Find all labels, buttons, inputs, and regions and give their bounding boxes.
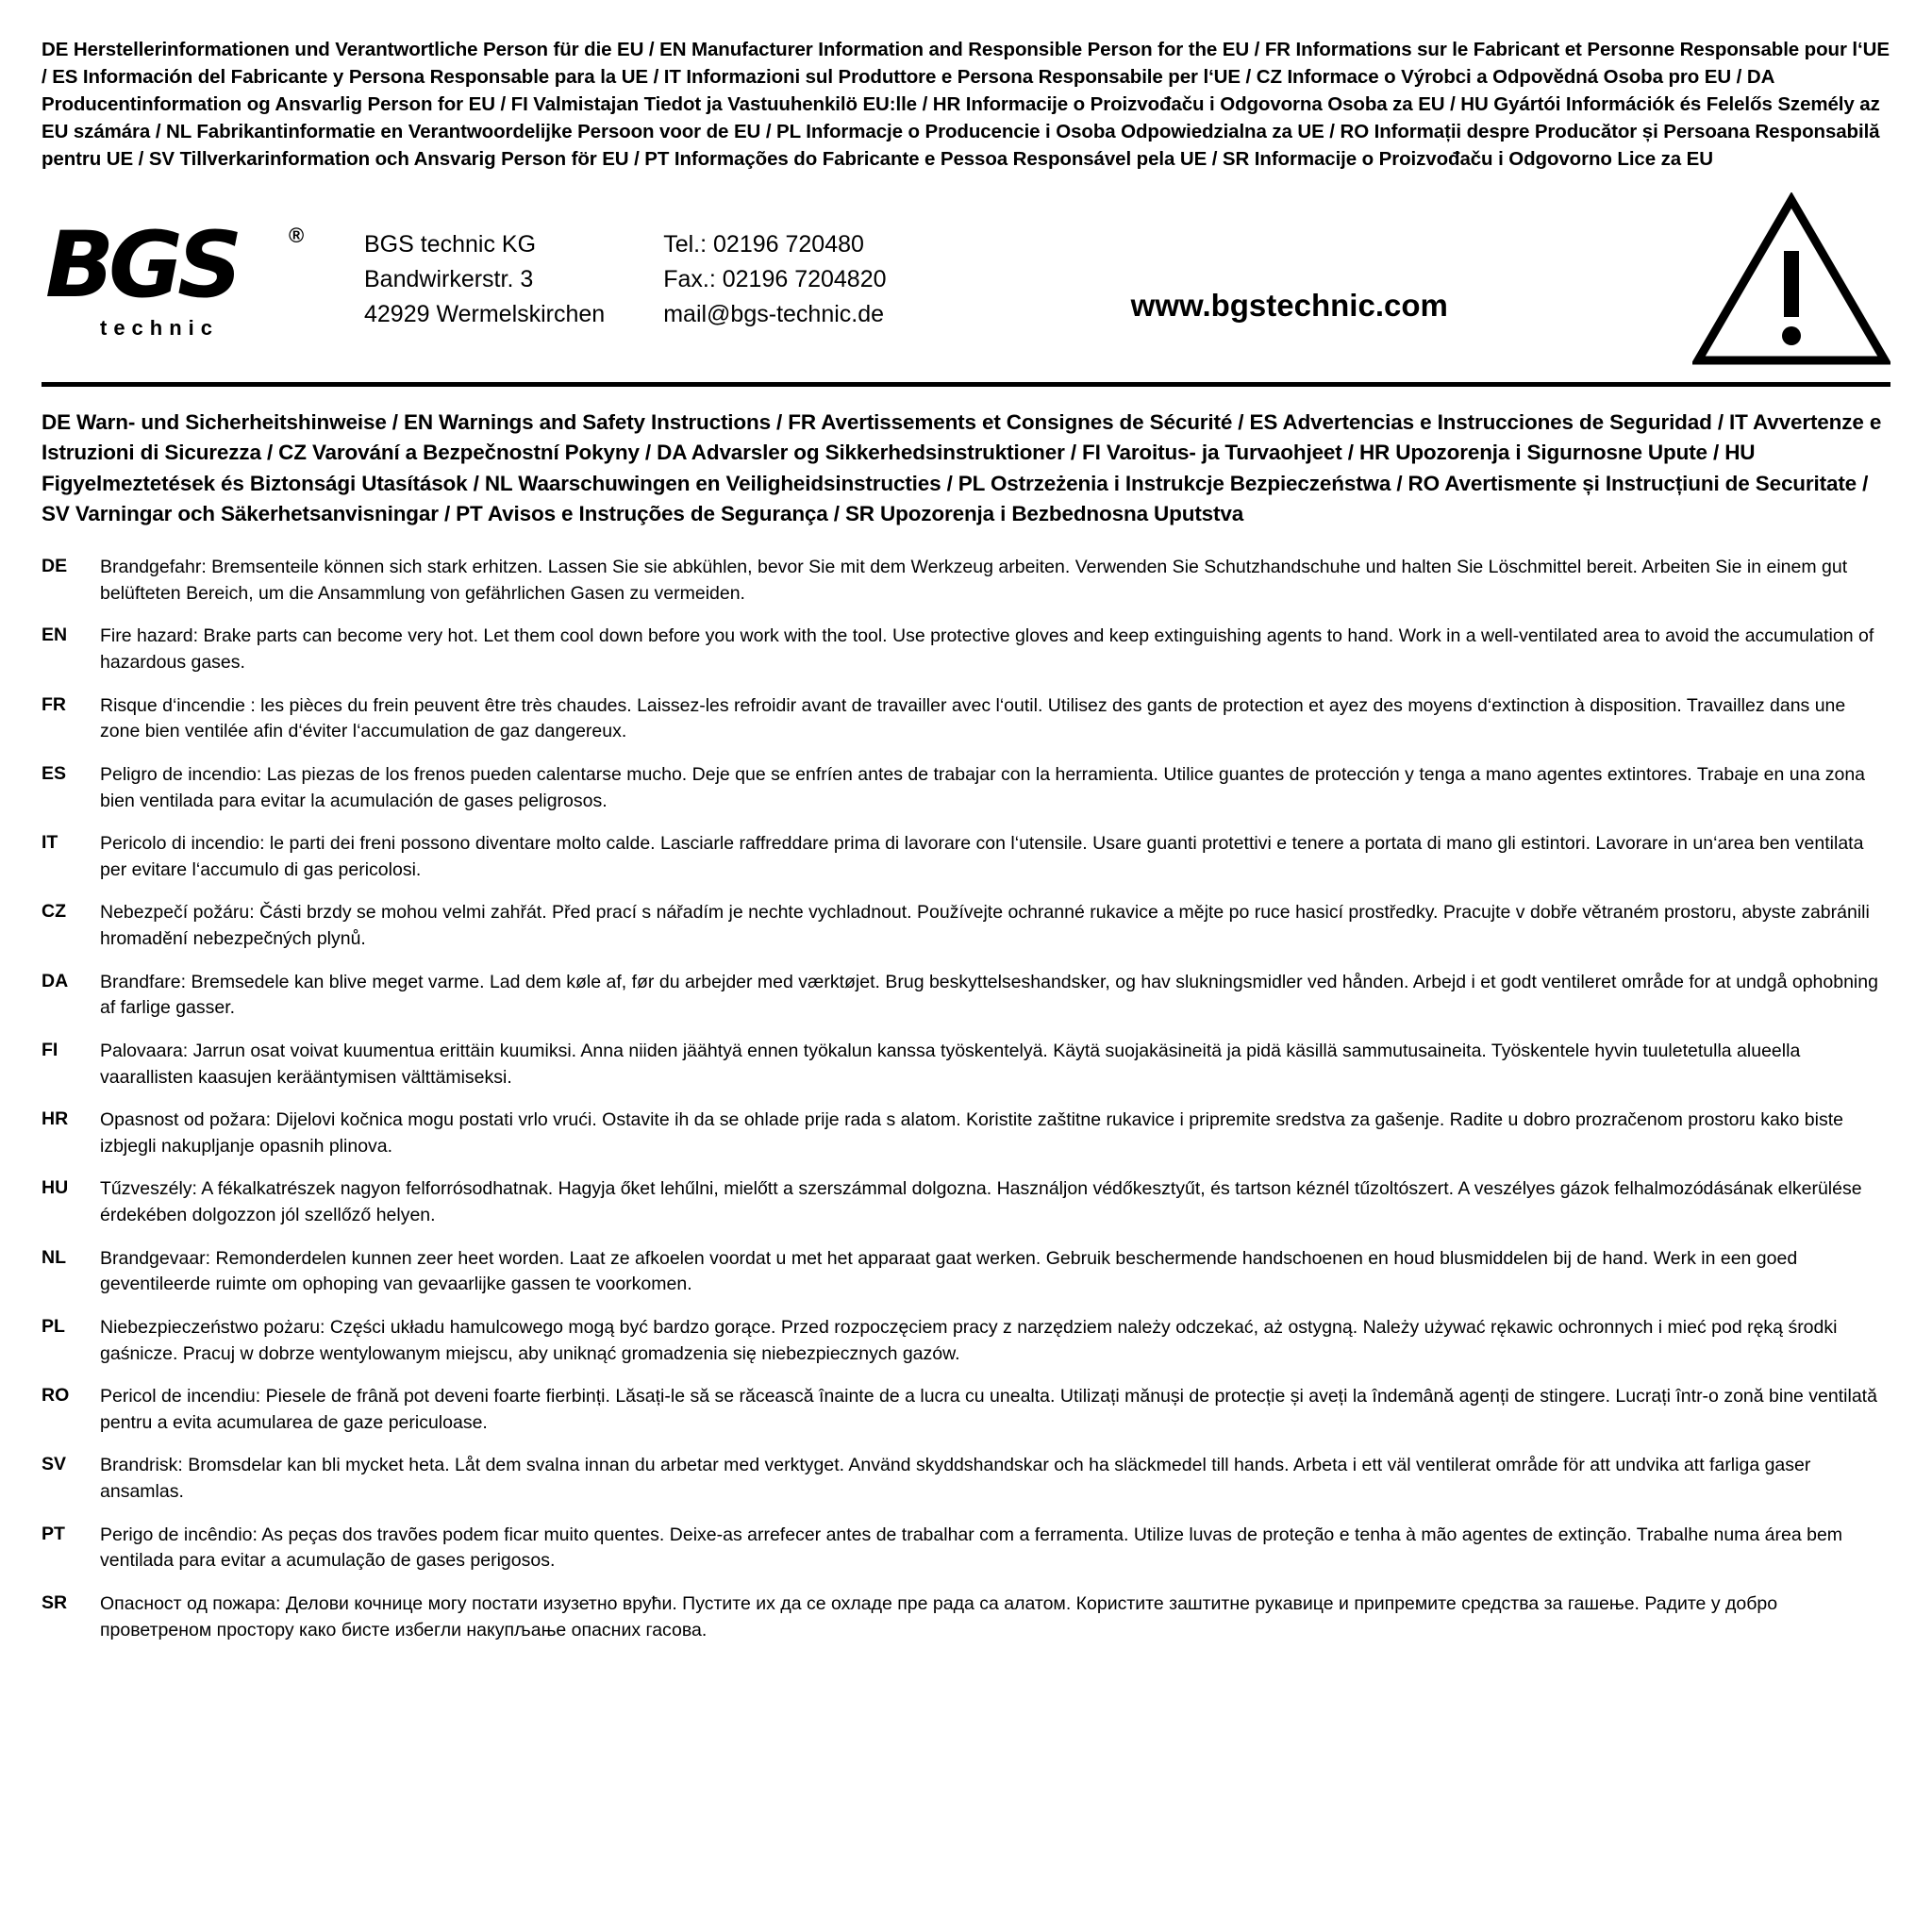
instruction-text: Fire hazard: Brake parts can become very hot. Let them cool down before you work with the tool. Use protective gloves and keep extinguishing agents to hand. Work in a well-ventilated area to avoid the accumulation of hazardous gases. [100,625,1874,674]
instruction-text: Palovaara: Jarrun osat voivat kuumentua erittäin kuumiksi. Anna niiden jäähtyä ennen työkalun kanssa työskentelyä. Käytä suojakäsineitä ja pidä käsillä sammutusaineita. Työskentele hyvin tuuletetulla alueella vaarallisten kaasujen kerääntymisen välttämiseksi. [100,1040,1801,1088]
company-name: BGS technic KG [364,230,537,258]
company-info-band [42,189,1890,387]
instruction-text: Pericol de incendiu: Piesele de frână pot deveni foarte fierbinți. Lăsați-le să se răcească înainte de a lucra cu unealta. Utilizați mănuși de protecție și aveți la îndemână agenți de stingere. Lucrați într-o zonă bine ventilată pentru a evita acumularea de gaze periculoase. [100,1386,1877,1433]
language-code: HU [42,1177,69,1199]
list-item [42,555,1890,608]
instruction-text: Peligro de incendio: Las piezas de los frenos pueden calentarse mucho. Deje que se enfríen antes de trabajar con la herramienta. Utilice guantes de protección y tenga a mano agentes extintores. Trabaje en una zona bien ventilada para evitar la acumulación de gases peligrosos. [100,763,1866,811]
language-code: ES [42,762,67,784]
language-code: NL [42,1246,66,1268]
list-item [42,1246,1890,1299]
bgs-logo [42,212,325,341]
language-code: SR [42,1591,68,1613]
instruction-text: Brandgefahr: Bremsenteile können sich stark erhitzen. Lassen Sie sie abkühlen, bevor Sie mit dem Werkzeug arbeiten. Verwenden Sie Schutzhandschuhe und halten Sie Löschmittel bereit. Arbeiten Sie in einem gut belüfteten Bereich, um die Ansammlung von gefährlichen Gasen zu vermeiden. [100,557,1848,604]
company-website: www.bgstechnic.com [1130,288,1448,324]
list-item [42,1591,1890,1644]
instruction-text: Niebezpieczeństwo pożaru: Części układu hamulcowego mogą być bardzo gorące. Przed rozpoczęciem pracy z narzędziem należy odczekać, aż ostygną. Należy używać rękawic ochronnych i mieć pod ręką środki gaśnicze. Pracuj w dobrze wentylowanym miejscu, aby uniknąć gromadzenia się niebezpiecznych gazów. [100,1316,1838,1364]
list-item [42,1108,1890,1160]
manufacturer-info-languages-heading: DE Herstellerinformationen und Verantwortliche Person für die EU / EN Manufacturer Information and Responsible Person for the EU / FR Informations sur le Fabricant et Personne Responsable pour l‘UE / ES Información del Fabricante y Persona Responsable para la UE / IT Informazioni sul Produttore e Persona Responsabile per l‘UE / CZ Informace o Výrobci a Odpovědná Osoba pro EU / DA Producentinformation og Ansvarlig Person for EU / FI Valmistajan Tiedot ja Vastuuhenkilö EU:lle / HR Informacije o Proizvođaču i Odgovorna Osoba za EU / HU Gyártói Információk és Felelős Személy az EU számára / NL Fabrikantinformatie en Verantwoordelijke Persoon voor de EU / PL Informacje o Producencie i Osoba Odpowiedzialna za UE / RO Informații despre Producător și Persoana Responsabilă pentru UE / SV Tillverkarinformation och Ansvarig Person för EU / PT Informações do Fabricante e Pessoa Responsável pela UE / SR Informacije o Proizvođaču i Odgovorno Lice za EU [42,39,1890,171]
language-code: SV [42,1454,67,1475]
list-item [42,831,1890,884]
warning-triangle-icon [1692,192,1890,367]
bgs-logo-subtext: technic [100,316,220,341]
list-item [42,970,1890,1023]
bgs-logo-text: BGS [45,212,238,319]
list-item [42,1176,1890,1229]
company-city: 42929 Wermelskirchen [364,300,606,327]
company-tel: Tel.: 02196 720480 [663,230,864,258]
instruction-text: Perigo de incêndio: As peças dos travões podem ficar muito quentes. Deixe-as arrefecer antes de trabalhar com a ferramenta. Utilize luvas de proteção e tenha à mão agentes de extinção. Trabalhe numa área bem ventilada para evitar a acumulação de gases perigosos. [100,1524,1843,1572]
language-code: RO [42,1385,70,1407]
warnings-languages-heading: DE Warn- und Sicherheitshinweise / EN Warnings and Safety Instructions / FR Avertissements et Consignes de Sécurité / ES Advertencias e Instrucciones de Seguridad / IT Avvertenze e Istruzioni di Sicurezza / CZ Varování a Bezpečnostní Pokyny / DA Advarsler og Sikkerhedsinstruktioner / FI Varoitus- ja Turvaohjeet / HR Upozorenja i Sigurnosne Upute / HU Figyelmeztetések és Biztonsági Utasítások / NL Waarschuwingen en Veiligheidsinstructies / PL Ostrzeżenia i Instrukcje Bezpieczeństwa / RO Avertismente și Instrucțiuni de Securitate / SV Varningar och Säkerhetsanvisningar / PT Avisos e Instruções de Segurança / SR Upozorenja i Bezbednosna Uputstva [42,409,1882,526]
instruction-list [42,555,1890,1644]
registered-trademark-icon: ® [289,224,305,248]
list-item [42,1523,1890,1575]
language-code: EN [42,625,68,646]
language-code: PT [42,1523,65,1544]
company-address [364,227,605,332]
language-code: CZ [42,901,66,923]
list-item [42,762,1890,815]
language-code: HR [42,1108,69,1130]
instruction-text: Risque d‘incendie : les pièces du frein peuvent être très chaudes. Laissez-les refroidir avant de travailler avec l‘outil. Utilisez des gants de protection et ayez des moyens d‘extinction à disposition. Travaillez dans une zone bien ventilée afin d‘éviter l‘accumulation de gaz dangereux. [100,694,1846,742]
instruction-text: Brandrisk: Bromsdelar kan bli mycket heta. Låt dem svalna innan du arbetar med verktyget. Använd skyddshandskar och ha släckmedel till hands. Arbeta i ett väl ventilerat område för att undvika att farliga gaser ansamlas. [100,1455,1811,1503]
instruction-text: Brandgevaar: Remonderdelen kunnen zeer heet worden. Laat ze afkoelen voordat u met het apparaat gaat werken. Gebruik beschermende handschoenen en houd blusmiddelen bij de hand. Werk in een goed geventileerde ruimte om ophoping van gevaarlijke gassen te voorkomen. [100,1247,1798,1295]
company-street: Bandwirkerstr. 3 [364,265,534,292]
list-item [42,1453,1890,1506]
language-code: IT [42,832,58,854]
company-contact [663,227,886,332]
instruction-text: Pericolo di incendio: le parti dei freni possono diventare molto calde. Lasciarle raffreddare prima di lavorare con l‘utensile. Usare guanti protettivi e tenere a portata di mano gli estintori. Lavorare in un‘area ben ventilata per evitare l‘accumulo di gas pericolosi. [100,833,1864,880]
list-item [42,1315,1890,1368]
instruction-text: Tűzveszély: A fékalkatrészek nagyon felforrósodhatnak. Hagyja őket lehűlni, mielőtt a szerszámmal dolgozna. Használjon védőkesztyűt, és tartson kéznél tűzoltószert. A veszélyes gázok felhalmozódásának elkerülése érdekében dolgozzon jól szellőző helyen. [100,1178,1862,1226]
language-code: PL [42,1315,65,1337]
company-email: mail@bgs-technic.de [663,300,885,327]
list-item [42,1039,1890,1091]
instruction-text: Nebezpečí požáru: Části brzdy se mohou velmi zahřát. Před prací s nářadím je nechte vychladnout. Používejte ochranné rukavice a mějte po ruce hasicí prostředky. Pracujte v dobře větraném prostoru, abyste zabránili hromadění nebezpečných plynů. [100,902,1870,950]
list-item [42,693,1890,746]
language-code: DE [42,556,68,577]
instruction-text: Опасност од пожара: Делови кочнице могу постати изузетно врући. Пустите их да се охладе пре рада са алатом. Користите заштитне рукавице и припремите средства за гашење. Радите у добро проветреном простору како бисте избегли накупљање опасних гасова. [100,1592,1778,1641]
list-item [42,624,1890,676]
instruction-text: Brandfare: Bremsedele kan blive meget varme. Lad dem køle af, før du arbejder med værktøjet. Brug beskyttelseshandsker, og hav slukningsmidler ved hånden. Arbejd i et godt ventileret område for at undgå ophobning af farlige gasser. [100,971,1878,1019]
language-code: FR [42,693,66,715]
instruction-text: Opasnost od požara: Dijelovi kočnica mogu postati vrlo vrući. Ostavite ih da se ohlade prije rada s alatom. Koristite zaštitne rukavice i pripremite sredstva za gašenje. Radite u dobro prozračenom prostoru kako biste izbjegli nakupljanje opasnih plinova. [100,1109,1843,1157]
list-item [42,1384,1890,1437]
language-code: FI [42,1039,58,1060]
company-fax: Fax.: 02196 7204820 [663,265,887,292]
list-item [42,900,1890,953]
language-code: DA [42,970,69,991]
